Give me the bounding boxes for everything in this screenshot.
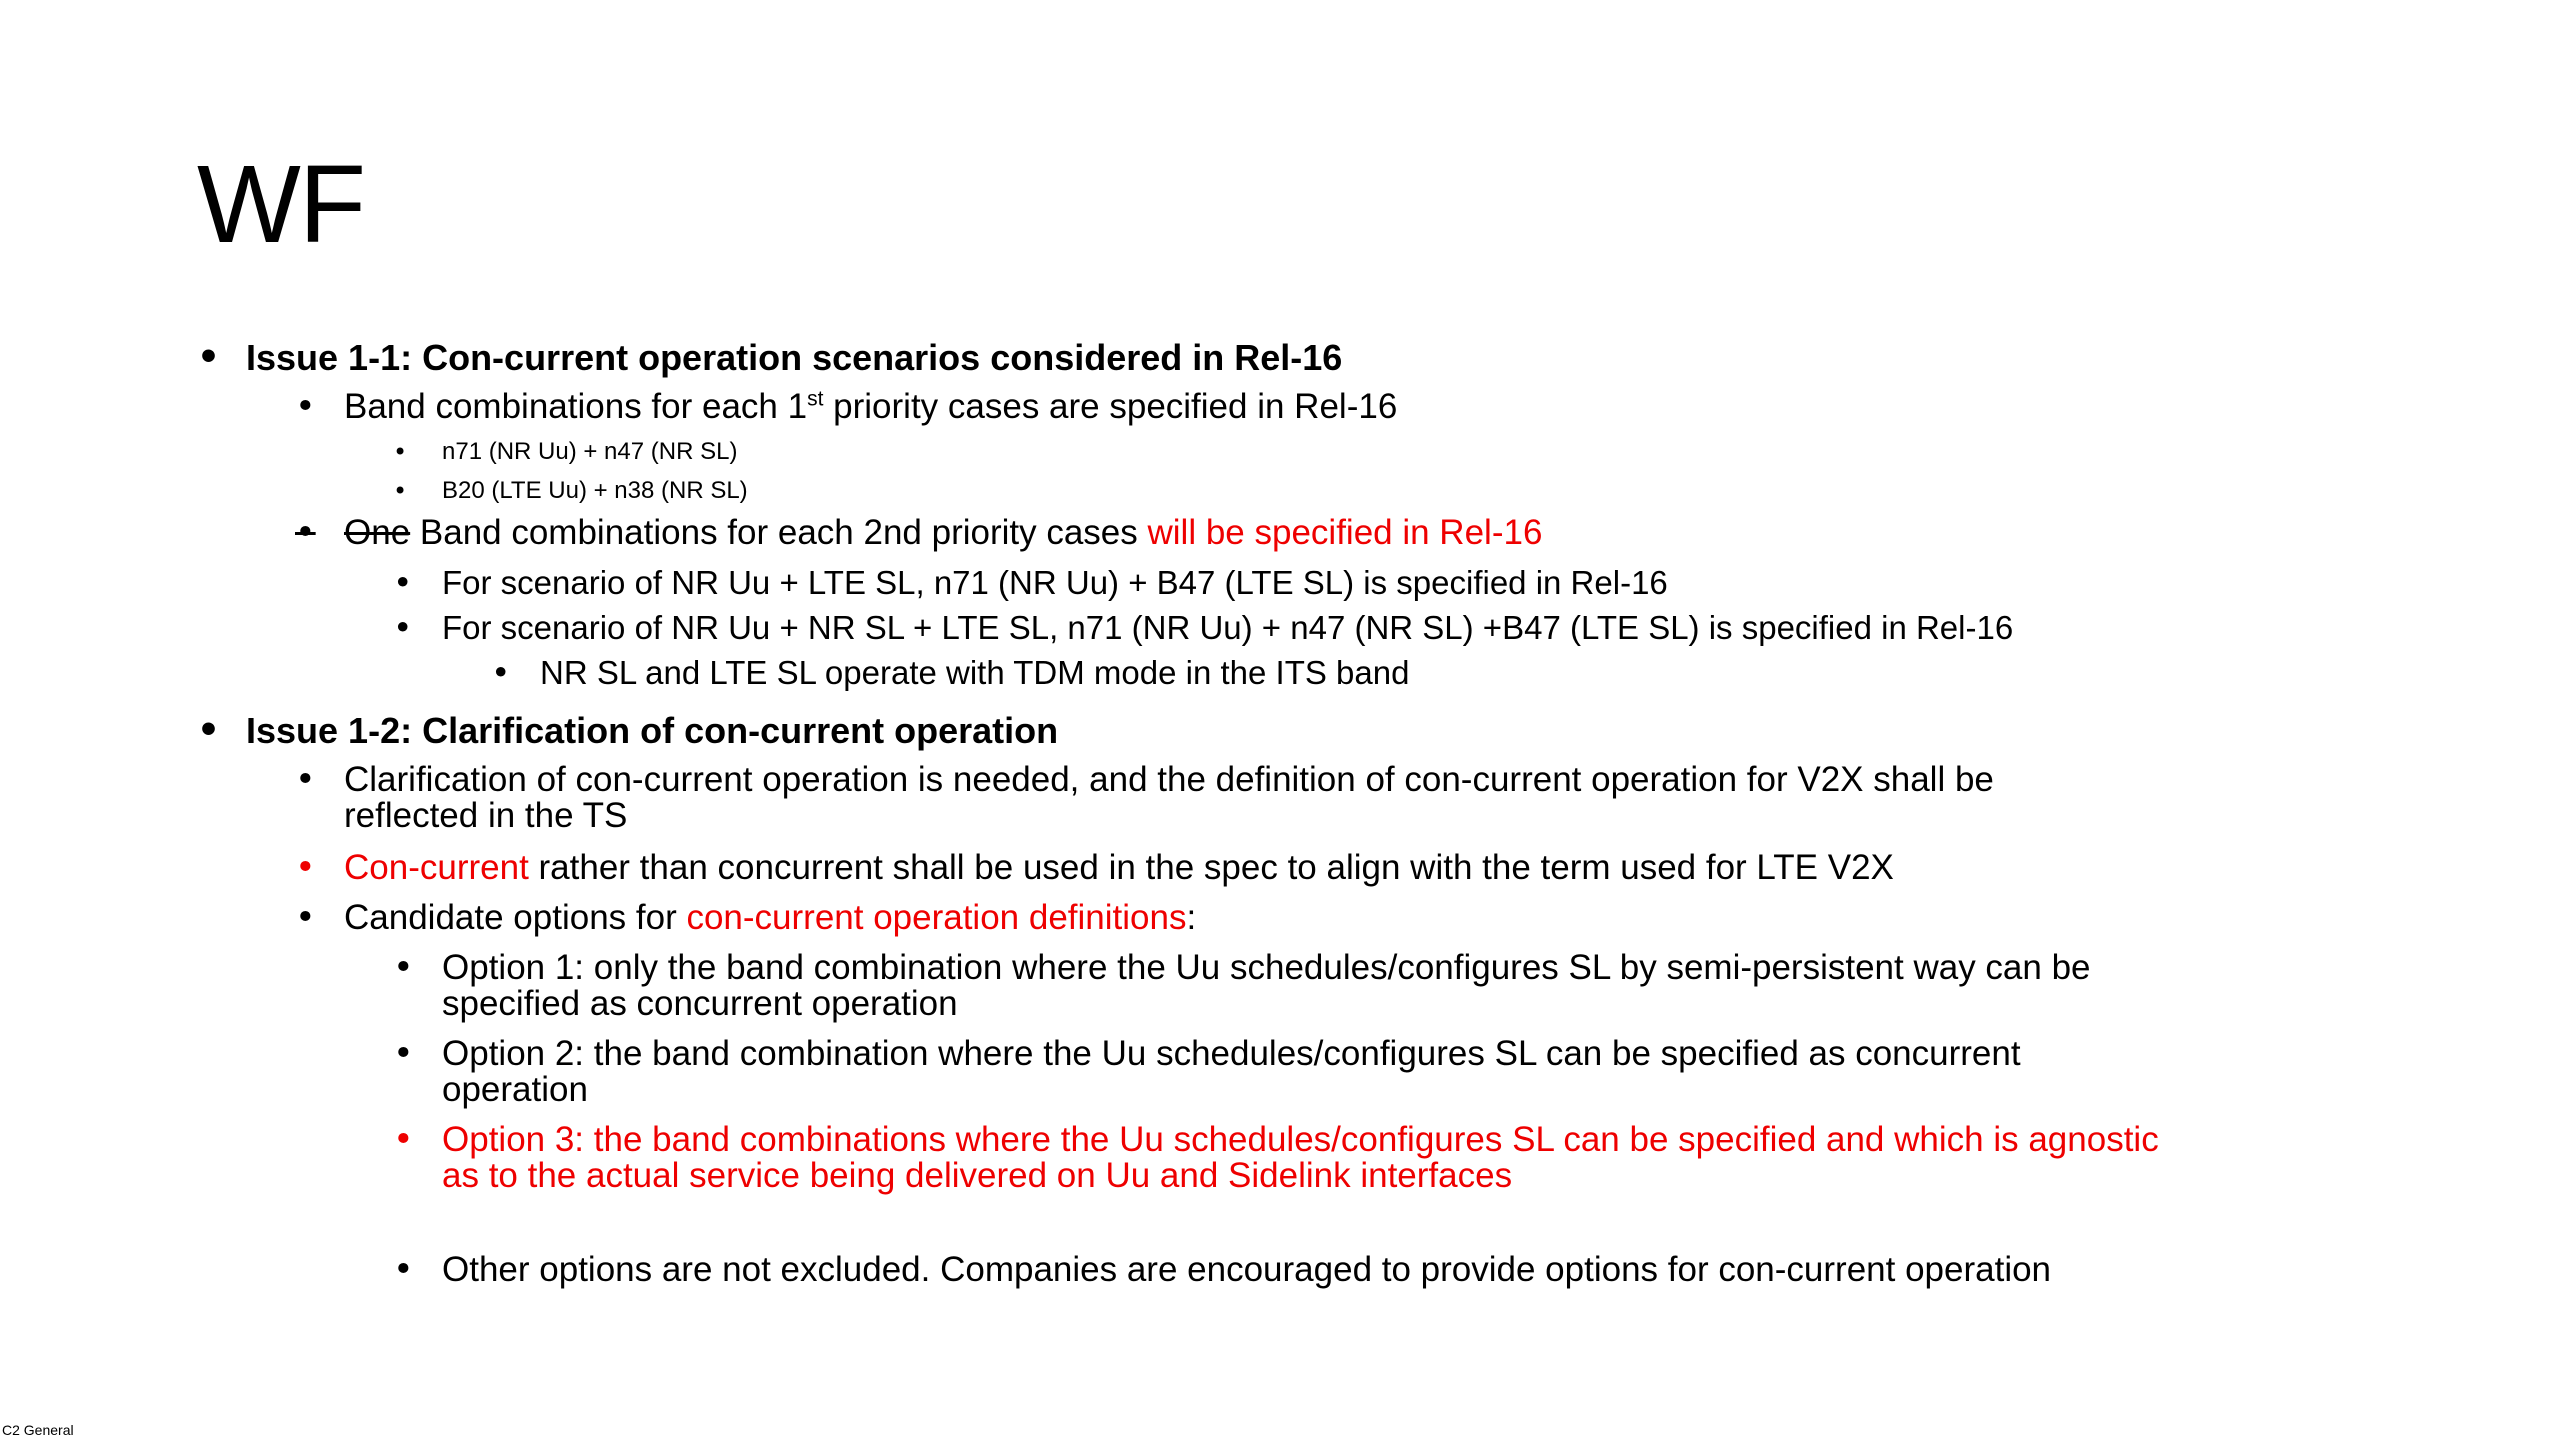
band-combo-b20-n38: B20 (LTE Uu) + n38 (NR SL) [442,477,748,504]
issue-1-2-heading: Issue 1-2: Clarification of con-current operation [246,710,1059,751]
option-3-line-2: as to the actual service being delivered on Uu and Sidelink interfaces [442,1156,1513,1195]
option-3-line-1: Option 3: the band combinations where the Uu schedules/configures SL can be specified and which is agnostic [442,1120,2159,1159]
bullet-icon: • [295,760,316,800]
con-current-term: Con-current [344,848,529,887]
bullet-icon: • [295,848,316,888]
candidate-options-colon: : [1186,898,1197,937]
bullet-icon: • [295,387,316,427]
second-priority-text: Band combinations for each 2nd priority cases [410,513,1148,552]
scenario-nr-uu-nr-sl-lte-sl: For scenario of NR Uu + NR SL + LTE SL, n71 (NR Uu) + n47 (NR SL) +B47 (LTE SL) is specified in Rel-16 [442,609,2014,646]
clarification-line-1: Clarification of con-current operation is needed, and the definition of con-current operation for V2X shall be [344,760,1994,799]
bullet-icon: • [393,608,413,647]
option-1-line-2: specified as concurrent operation [442,984,958,1023]
candidate-options-red: con-current operation definitions [686,898,1187,937]
scenario-nr-uu-lte-sl: For scenario of NR Uu + LTE SL, n71 (NR Uu) + B47 (LTE SL) is specified in Rel-16 [442,564,1668,601]
option-1-line-1: Option 1: only the band combination where the Uu schedules/configures SL by semi-persistent way can be [442,948,2091,987]
issue-1-1-heading: Issue 1-1: Con-current operation scenarios considered in Rel-16 [246,337,1343,378]
bullet-icon: • [197,337,221,378]
bullet-icon: • [393,1034,414,1074]
candidate-options-text: Candidate options for [344,898,687,937]
second-priority-red-text: will be specified in Rel-16 [1147,513,1543,552]
candidate-options-bullet [344,900,1196,936]
option-2-line-2: operation [442,1070,588,1109]
bullet-icon: • [393,1120,414,1160]
bullet-icon: • [393,438,408,466]
bullet-icon: • [295,513,316,553]
bullet-icon: • [295,898,316,938]
terminology-bullet [344,850,1894,886]
other-options-note: Other options are not excluded. Companies are encouraged to provide options for con-current operation [442,1250,2052,1289]
slide-title: WF [197,143,365,266]
first-priority-text: Band combinations for each 1 [344,387,808,426]
terminology-text: rather than concurrent shall be used in the spec to align with the term used for LTE V2X [528,848,1894,887]
clarification-line-2: reflected in the TS [344,796,628,835]
bullet-icon: • [393,1250,414,1290]
second-priority-bullet [344,515,1542,551]
bullet-icon: • [197,710,221,751]
band-combo-n71-n47: n71 (NR Uu) + n47 (NR SL) [442,438,738,465]
tdm-mode-note: NR SL and LTE SL operate with TDM mode in the ITS band [540,654,1410,691]
bullet-icon: • [393,477,408,505]
first-priority-bullet [344,389,1397,425]
superscript-st: st [807,387,824,411]
bullet-icon: • [491,653,511,692]
struck-text: One [344,513,411,552]
classification-footer: C2 General [2,1422,74,1438]
option-2-line-1: Option 2: the band combination where the Uu schedules/configures SL can be specified as concurrent [442,1034,2021,1073]
bullet-icon: • [393,563,413,602]
bullet-icon: • [393,948,414,988]
first-priority-text-end: priority cases are specified in Rel-16 [823,387,1398,426]
